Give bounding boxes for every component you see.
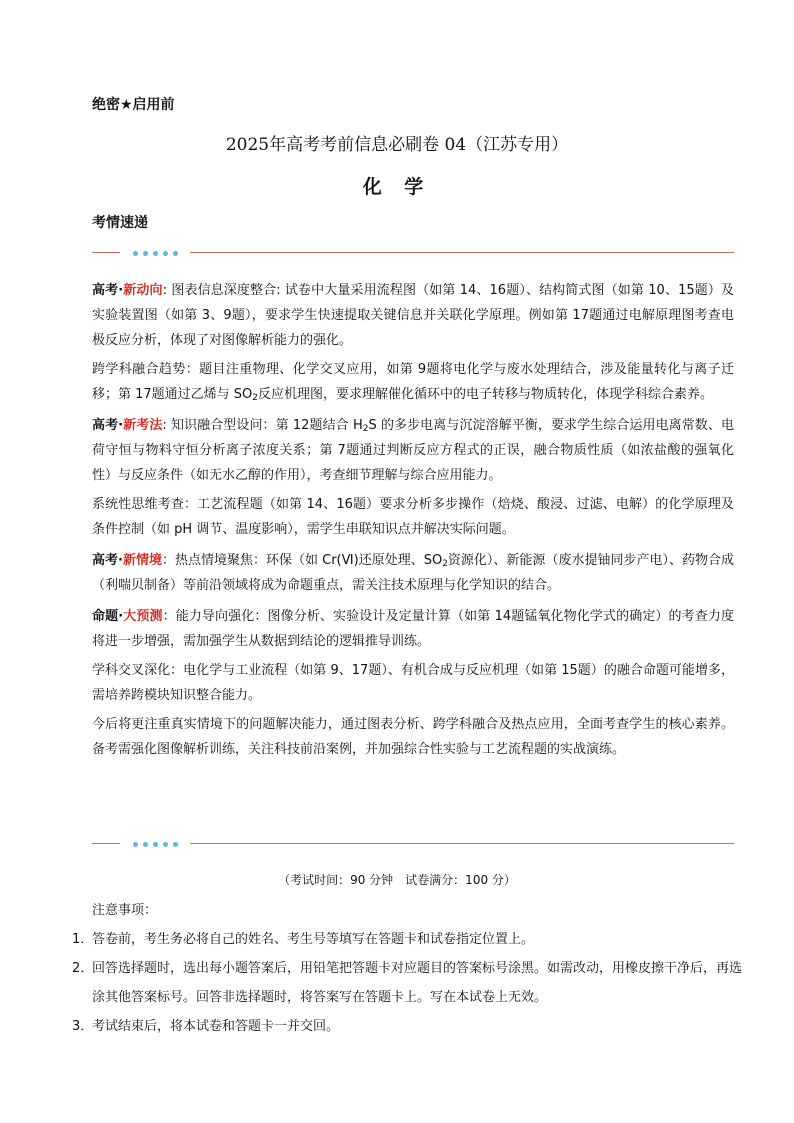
paragraph-prediction (92, 604, 734, 654)
notes-item-number: 1． (72, 932, 94, 947)
label-tag: 新情境 (122, 553, 162, 568)
paragraph-text: 跨学科融合趋势：题目注重物理、化学交叉应用，如第 9题将电化学与废水处理结合，涉及能量转化与离子迁移；第 17题通过乙烯与 SO (92, 362, 734, 402)
notes-section (72, 896, 742, 1041)
dot-icon (153, 251, 158, 256)
notes-item (72, 954, 742, 1012)
paragraph-text: : 图表信息深度整合: 试卷中大量采用流程图（如第 14、16题）、结构简式图（如第 10、15题）及实验装置图（如第 3、9题），要求学生快速提取关键信息并关联化学原理。例如第 17题通过电解原理图考查电极反应分析，体现了对图像解析能力的强化。 (92, 283, 734, 348)
paragraph-text: S 的多步电离与沉淀溶解平衡，要求学生综合运用电离常数、电荷守恒与物料守恒分析离子浓度关系；第 7题通过判断反应方程式的正误，融合物质性质（如浓盐酸的强氧化性）与反应条件（如无水乙醇的作用），考查细节理解与综合应用能力。 (92, 418, 734, 483)
paragraph-new-method (92, 413, 734, 488)
notes-item-text: 考试结束后，将本试卷和答题卡一并交回。 (92, 1019, 340, 1034)
label-prefix: 高考· (92, 283, 124, 298)
subscript: 2 (442, 559, 448, 569)
label-tag: 大预测 (123, 609, 163, 624)
notes-heading: 注意事项： (92, 903, 158, 918)
dot-icon (163, 251, 168, 256)
dot-icon (143, 842, 148, 847)
paragraph-text: 反应机理图，要求理解催化循环中的电子转移与物质转化，体现学科综合素养。 (258, 387, 714, 402)
divider-dots (120, 839, 190, 849)
paragraph-text: : 知识融合型设问：第 12题结合 H (162, 418, 363, 433)
section-title: 考情速递 (92, 215, 148, 231)
notes-item-number: 3． (72, 1019, 94, 1034)
subscript: 2 (362, 424, 369, 434)
label-prefix: 命题· (92, 609, 124, 624)
paragraph-cross-discipline (92, 357, 734, 407)
subject-title: 化 学 (362, 176, 432, 198)
bottom-divider (92, 839, 734, 849)
dot-icon (173, 842, 178, 847)
dot-icon (153, 842, 158, 847)
notes-item (72, 1012, 742, 1041)
subscript: 2 (252, 393, 259, 403)
paragraph-text: ：热点情境聚焦：环保（如 Cr(Ⅵ)还原处理、SO (161, 553, 443, 568)
dot-icon (133, 842, 138, 847)
exam-title: 2025年高考考前信息必刷卷 04（江苏专用） (225, 135, 569, 155)
paragraph-systematic-thinking (92, 492, 734, 542)
label-tag: 新考法 (123, 418, 163, 433)
label-prefix: 高考· (92, 553, 123, 568)
paragraph-outlook (92, 712, 734, 762)
analysis-body (92, 278, 734, 766)
notes-item-text: 答卷前，考生务必将自己的姓名、考生号等填写在答题卡和试卷指定位置上。 (92, 932, 535, 947)
label-prefix: 高考· (92, 418, 124, 433)
dot-icon (173, 251, 178, 256)
notes-item-number: 2． (72, 961, 94, 976)
paragraph-new-context (92, 548, 734, 598)
dot-icon (133, 251, 138, 256)
dot-icon (143, 251, 148, 256)
divider-dots (120, 248, 190, 258)
paragraph-text: 系统性思维考查：工艺流程题（如第 14、16题）要求分析多步操作（焙烧、酸浸、过滤、电解）的化学原理及条件控制（如 pH 调节、温度影响），需学生串联知识点并解决实际问题。 (92, 497, 734, 537)
notes-item-text: 回答选择题时，选出每小题答案后，用铅笔把答题卡对应题目的答案标号涂黑。如需改动，用橡皮擦干净后，再选涂其他答案标号。回答非选择题时，将答案写在答题卡上。写在本试卷上无效。 (92, 961, 743, 1005)
confidential-label: 绝密★启用前 (92, 97, 175, 113)
paragraph-text: 今后将更注重真实情境下的问题解决能力，通过图表分析、跨学科融合及热点应用，全面考查学生的核心素养。备考需强化图像解析训练，关注科技前沿案例，并加强综合性实验与工艺流程题的实战演练。 (92, 717, 734, 757)
paragraph-text: ：能力导向强化：图像分析、实验设计及定量计算（如第 14题锰氧化物化学式的确定）的考查力度将进一步增强，需加强学生从数据到结论的逻辑推导训练。 (92, 609, 734, 649)
notes-item (72, 925, 742, 954)
dot-icon (163, 842, 168, 847)
paragraph-text: 资源化）、新能源（废水提铀同步产电）、药物合成（利喘贝制备）等前沿领域将成为命题重点，需关注技术原理与化学知识的结合。 (92, 553, 734, 593)
paragraph-text: 学科交叉深化：电化学与工业流程（如第 9、17题）、有机合成与反应机理（如第 15题）的融合命题可能增多，需培养跨模块知识整合能力。 (92, 663, 734, 703)
top-divider (92, 248, 734, 258)
paragraph-interdisciplinary (92, 658, 734, 708)
paragraph-new-trend (92, 278, 734, 353)
label-tag: 新动向 (123, 283, 163, 298)
exam-info: （考试时间：90 分钟 试卷满分：100 分） (278, 873, 516, 887)
